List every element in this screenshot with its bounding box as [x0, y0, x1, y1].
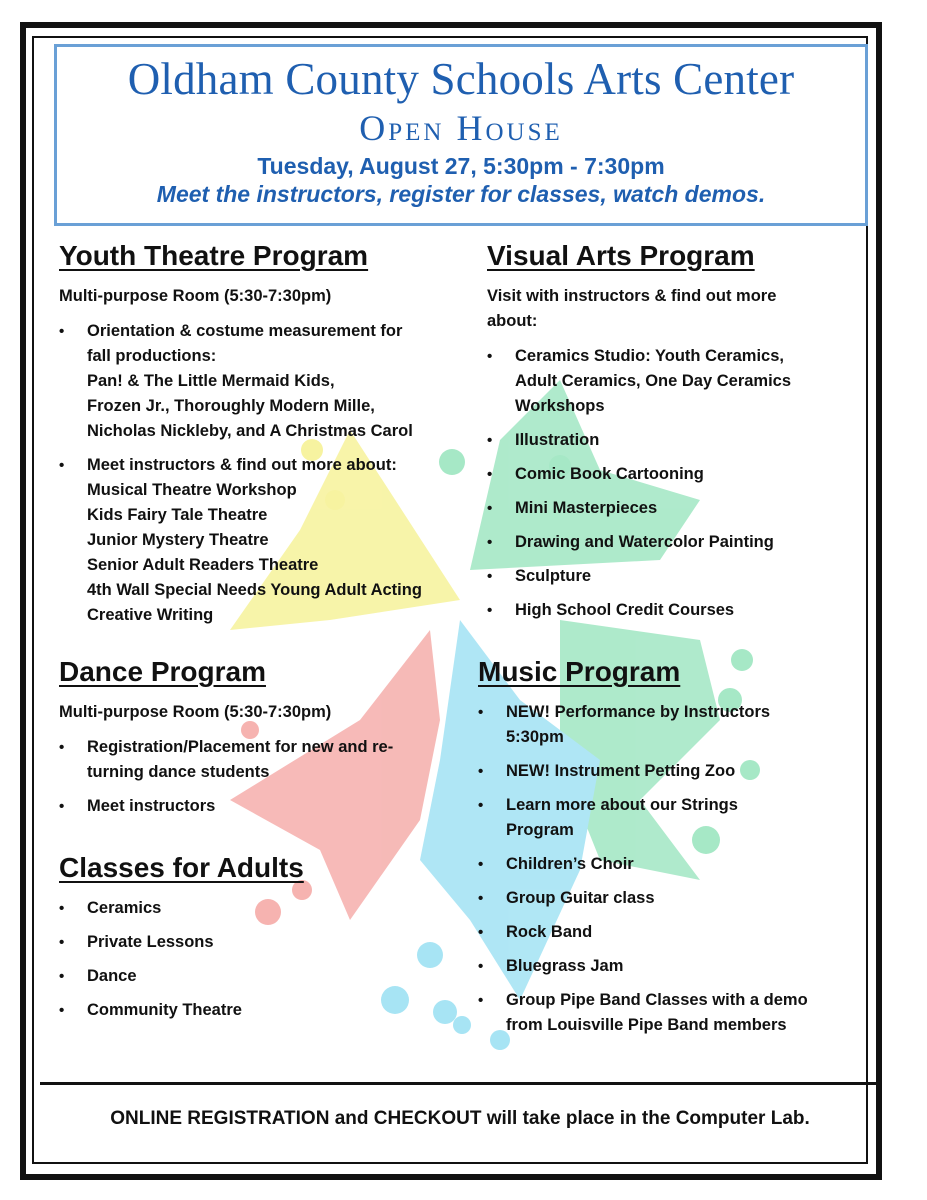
list-item-line: fall productions: — [87, 347, 217, 365]
list-item-line: Frozen Jr., Thoroughly Modern Mille, — [87, 397, 375, 415]
list-item-line: • Illustration — [515, 431, 600, 449]
list-item — [487, 428, 867, 453]
list-item — [478, 759, 868, 784]
list-item-line: • NEW! Performance by Instructors — [506, 703, 771, 721]
event-date: Tuesday, August 27, 5:30pm - 7:30pm — [257, 153, 665, 179]
list-item-line: • High School Credit Courses — [515, 601, 735, 619]
list-item — [59, 735, 469, 785]
list-item-line: • NEW! Instrument Petting Zoo — [506, 762, 736, 780]
list-item-line: • Registration/Placement for new and re- — [87, 738, 394, 756]
list-item-line: Musical Theatre Workshop — [87, 481, 297, 499]
youth-theatre-title: Youth Theatre Program — [59, 240, 369, 271]
list-item-line: • Mini Masterpieces — [515, 499, 658, 517]
list-item-line: • Drawing and Watercolor Painting — [515, 533, 774, 551]
event-tagline: Meet the instructors, register for classes, watch demos. — [156, 181, 766, 207]
list-item-line: 4th Wall Special Needs Young Adult Acting — [87, 581, 422, 599]
list-item-line: Senior Adult Readers Theatre — [87, 556, 319, 574]
list-item-line: • Children’s Choir — [506, 855, 634, 873]
list-item-line: • Comic Book Cartooning — [515, 465, 704, 483]
list-item-line: Pan! & The Little Mermaid Kids, — [87, 372, 335, 390]
list-item — [487, 564, 867, 589]
youth-theatre-list — [59, 319, 469, 628]
visual-arts-intro — [487, 284, 867, 334]
list-item — [487, 598, 867, 623]
list-item — [487, 496, 867, 521]
list-item-line: • Meet instructors — [87, 797, 216, 815]
list-item — [59, 453, 469, 628]
list-item — [59, 319, 469, 444]
list-item — [478, 886, 868, 911]
dance-section — [59, 656, 469, 828]
list-item — [478, 920, 868, 945]
dance-title: Dance Program — [59, 656, 266, 687]
list-item-line: • Ceramics Studio: Youth Ceramics, — [515, 347, 784, 365]
visual-arts-intro-line: about: — [487, 312, 538, 330]
list-item-line: • Dance — [87, 967, 137, 985]
dance-list — [59, 735, 469, 819]
footer-note: ONLINE REGISTRATION and CHECKOUT will take place in the Computer Lab. — [110, 1108, 810, 1129]
list-item-line: • Private Lessons — [87, 933, 214, 951]
list-item — [487, 462, 867, 487]
visual-arts-intro-line: Visit with instructors & find out more — [487, 287, 777, 305]
page-subtitle: Open House — [359, 108, 563, 148]
list-item — [487, 344, 867, 419]
list-item — [478, 700, 868, 750]
visual-arts-section — [487, 240, 867, 632]
list-item-line: • Sculpture — [515, 567, 592, 585]
list-item-line: • Orientation & costume measurement for — [87, 322, 403, 340]
list-item-line: • Learn more about our Strings — [506, 796, 738, 814]
list-item — [478, 793, 868, 843]
list-item — [59, 964, 469, 989]
list-item-line: • Meet instructors & find out more about: — [87, 456, 397, 474]
list-item — [478, 988, 868, 1038]
list-item-line: Junior Mystery Theatre — [87, 531, 269, 549]
list-item-line: • Group Pipe Band Classes with a demo — [506, 991, 808, 1009]
list-item-line: Creative Writing — [87, 606, 214, 624]
adults-list — [59, 896, 469, 1023]
list-item-line: • Community Theatre — [87, 1001, 242, 1019]
adults-title: Classes for Adults — [59, 852, 304, 883]
list-item-line: • Ceramics — [87, 899, 162, 917]
dance-location: Multi-purpose Room (5:30-7:30pm) — [59, 703, 332, 721]
list-item — [59, 930, 469, 955]
visual-arts-title: Visual Arts Program — [487, 240, 755, 271]
list-item-line: Nicholas Nickleby, and A Christmas Carol — [87, 422, 413, 440]
music-title: Music Program — [478, 656, 681, 687]
list-item-line: Workshops — [515, 397, 605, 415]
list-item-line: Kids Fairy Tale Theatre — [87, 506, 268, 524]
list-item — [487, 530, 867, 555]
music-list — [478, 700, 868, 1038]
footer-divider — [40, 1082, 882, 1085]
list-item-line: • Group Guitar class — [506, 889, 655, 907]
list-item-line: • Rock Band — [506, 923, 593, 941]
music-section — [478, 656, 868, 1047]
list-item-line: turning dance students — [87, 763, 270, 781]
list-item — [478, 954, 868, 979]
list-item-line: from Louisville Pipe Band members — [506, 1016, 787, 1034]
list-item-line: Program — [506, 821, 574, 839]
list-item-line: Adult Ceramics, One Day Ceramics — [515, 372, 792, 390]
page-title: Oldham County Schools Arts Center — [127, 54, 795, 104]
adults-section — [59, 852, 469, 1032]
header-box — [54, 44, 868, 226]
list-item — [59, 794, 469, 819]
list-item — [59, 998, 469, 1023]
list-item — [478, 852, 868, 877]
list-item — [59, 896, 469, 921]
visual-arts-list — [487, 344, 867, 623]
youth-theatre-location: Multi-purpose Room (5:30-7:30pm) — [59, 287, 332, 305]
youth-theatre-section — [59, 240, 469, 637]
list-item-line: 5:30pm — [506, 728, 564, 746]
list-item-line: • Bluegrass Jam — [506, 957, 624, 975]
